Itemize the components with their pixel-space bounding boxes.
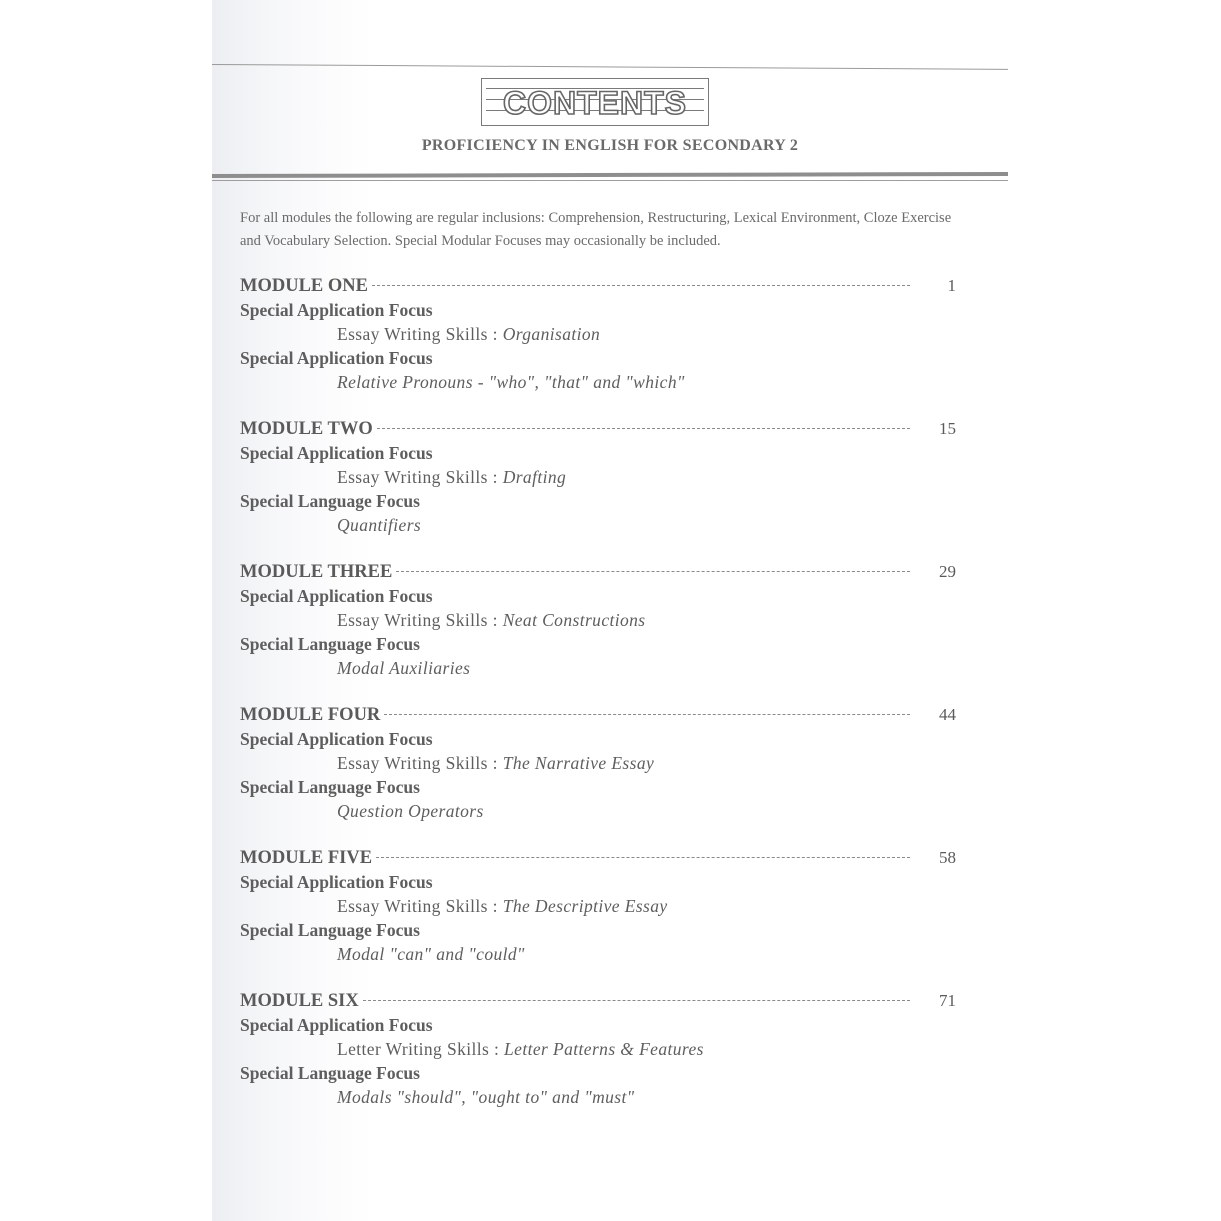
focus-heading: Special Language Focus: [240, 634, 420, 654]
dot-leader: [363, 1000, 910, 1001]
module-title: MODULE SIX: [240, 991, 359, 1011]
dot-leader: [377, 428, 910, 429]
page-number: 71: [939, 991, 956, 1010]
book-subtitle: PROFICIENCY IN ENGLISH FOR SECONDARY 2: [421, 137, 799, 154]
top-rule: [212, 64, 1008, 70]
dot-leader: [376, 857, 910, 858]
focus-detail: Essay Writing Skills : Organisation: [337, 324, 601, 344]
focus-heading: Special Language Focus: [240, 1063, 420, 1083]
focus-heading: Special Application Focus: [240, 443, 433, 463]
module-title: MODULE ONE: [240, 276, 368, 296]
module-title: MODULE THREE: [240, 562, 393, 582]
module-entry: [240, 417, 960, 560]
focus-detail: Modal "can" and "could": [337, 944, 525, 964]
module-title: MODULE FOUR: [240, 705, 381, 725]
focus-detail: Essay Writing Skills : The Narrative Essay: [337, 753, 655, 773]
focus-heading: Special Application Focus: [240, 729, 433, 749]
focus-heading: Special Language Focus: [240, 491, 420, 511]
focus-detail: Essay Writing Skills : Drafting: [337, 467, 567, 487]
contents-title-box: [481, 78, 709, 126]
document-page: [212, 0, 1008, 1221]
focus-heading: Special Application Focus: [240, 586, 433, 606]
focus-heading: Special Application Focus: [240, 1015, 433, 1035]
focus-detail: Essay Writing Skills : The Descriptive Essay: [337, 896, 668, 916]
module-title: MODULE TWO: [240, 419, 373, 439]
focus-heading: Special Application Focus: [240, 300, 433, 320]
module-entry: [240, 274, 960, 417]
header-divider: [212, 170, 1008, 184]
module-entry: [240, 560, 960, 703]
module-entry: [240, 989, 960, 1132]
focus-heading: Special Application Focus: [240, 872, 433, 892]
focus-detail: Letter Writing Skills : Letter Patterns & Features: [337, 1039, 704, 1059]
module-entry: [240, 703, 960, 846]
focus-detail: Modals "should", "ought to" and "must": [337, 1087, 635, 1107]
page-title: CONTENTS: [503, 85, 687, 121]
focus-detail: Question Operators: [337, 801, 484, 821]
focus-detail: Modal Auxiliaries: [337, 658, 471, 678]
dot-leader: [384, 714, 910, 715]
module-title: MODULE FIVE: [240, 848, 373, 868]
focus-heading: Special Language Focus: [240, 920, 420, 940]
page-number: 58: [939, 848, 956, 867]
focus-detail: Essay Writing Skills : Neat Constructions: [337, 610, 646, 630]
dot-leader: [372, 285, 910, 286]
page-number: 44: [939, 705, 956, 724]
dot-leader: [396, 571, 910, 572]
focus-heading: Special Language Focus: [240, 777, 420, 797]
focus-detail: Relative Pronouns - "who", "that" and "which": [337, 372, 685, 392]
page-number: 15: [939, 419, 956, 438]
module-list: [240, 274, 960, 1132]
page-number: 1: [947, 276, 956, 295]
module-entry: [240, 846, 960, 989]
page-number: 29: [939, 562, 956, 581]
focus-heading: Special Application Focus: [240, 348, 433, 368]
intro-paragraph: For all modules the following are regular inclusions: Comprehension, Restructuring, Lexical Environment, Cloze Exercise and Vocabulary Selection. Special Modular Focuses may occasionally be included.: [240, 210, 952, 249]
focus-detail: Quantifiers: [337, 515, 422, 535]
